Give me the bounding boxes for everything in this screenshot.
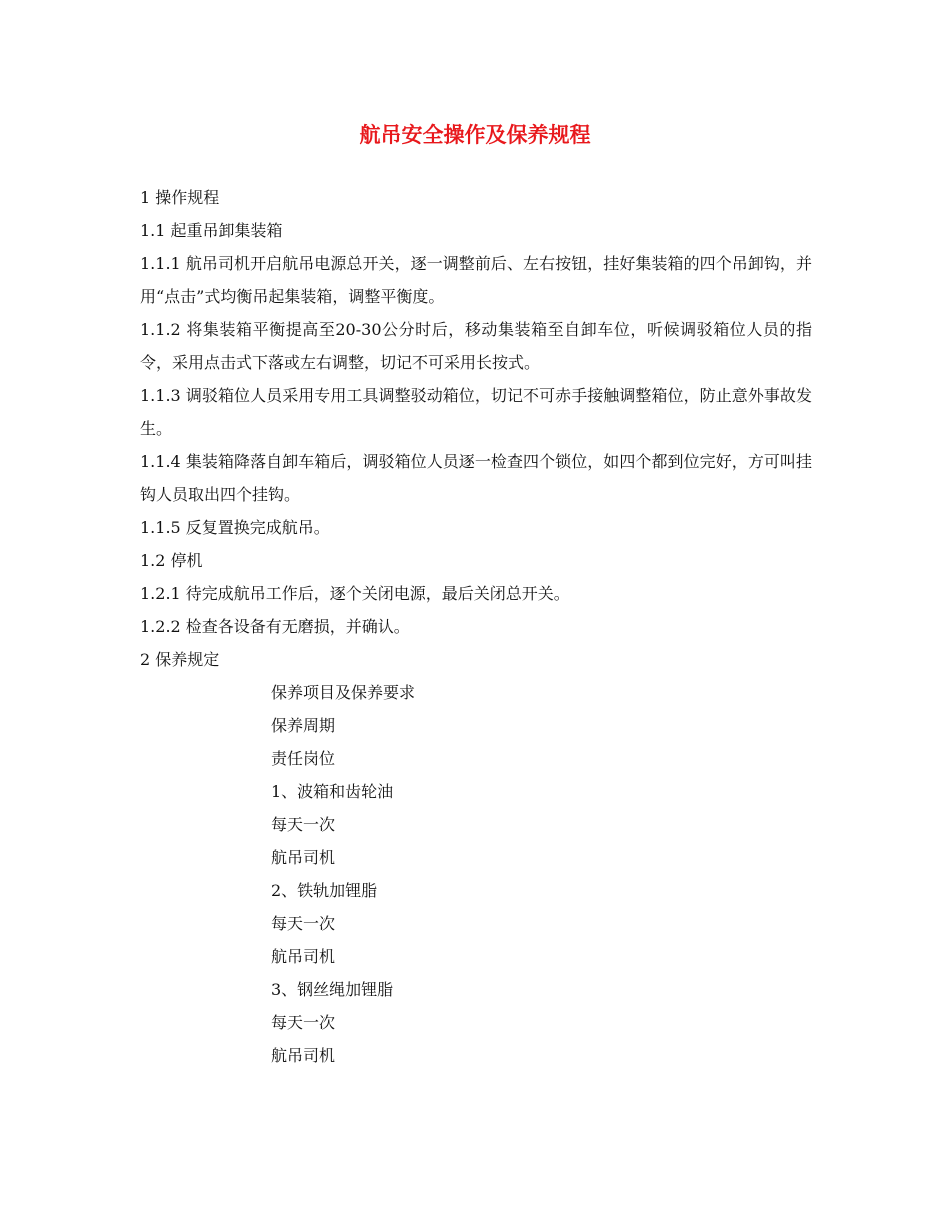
paragraph-1-1-2: 1.1.2 将集装箱平衡提高至20-30公分时后，移动集装箱至自卸车位，听候调驳箱位人员的指令，采用点击式下落或左右调整，切记不可采用长按式。 — [140, 320, 812, 372]
subsection-heading-1-2: 1.2 停机 — [140, 551, 203, 570]
subsection-heading-1-1: 1.1 起重吊卸集装箱 — [140, 221, 283, 240]
paragraph-1-1-1: 1.1.1 航吊司机开启航吊电源总开关，逐一调整前后、左右按钮，挂好集装箱的四个吊卸钩，并用“点击”式均衡吊起集装箱，调整平衡度。 — [140, 254, 812, 306]
table-cell-period: 每天一次 — [271, 815, 336, 834]
document-body — [140, 181, 812, 1072]
table-header-period: 保养周期 — [271, 716, 336, 735]
maintenance-table — [140, 676, 812, 1072]
page-title: 航吊安全操作及保养规程 — [359, 122, 591, 147]
table-cell-period: 每天一次 — [271, 914, 336, 933]
paragraph-1-1-3: 1.1.3 调驳箱位人员采用专用工具调整驳动箱位，切记不可赤手接触调整箱位，防止意外事故发生。 — [140, 386, 812, 438]
paragraph-1-2-2: 1.2.2 检查各设备有无磨损，并确认。 — [140, 617, 410, 636]
section-heading-2: 2 保养规定 — [140, 650, 220, 669]
table-cell-item: 2、铁轨加锂脂 — [271, 881, 378, 900]
table-cell-role: 航吊司机 — [271, 947, 336, 966]
paragraph-1-1-5: 1.1.5 反复置换完成航吊。 — [140, 518, 330, 537]
table-header-role: 责任岗位 — [271, 749, 336, 768]
table-header-item: 保养项目及保养要求 — [271, 683, 416, 702]
table-cell-period: 每天一次 — [271, 1013, 336, 1032]
table-cell-item: 3、钢丝绳加锂脂 — [271, 980, 394, 999]
table-cell-role: 航吊司机 — [271, 1046, 336, 1065]
table-cell-item: 1、波箱和齿轮油 — [271, 782, 394, 801]
table-cell-role: 航吊司机 — [271, 848, 336, 867]
section-heading-1: 1 操作规程 — [140, 188, 220, 207]
paragraph-1-2-1: 1.2.1 待完成航吊工作后，逐个关闭电源，最后关闭总开关。 — [140, 584, 570, 603]
paragraph-1-1-4: 1.1.4 集装箱降落自卸车箱后，调驳箱位人员逐一检查四个锁位，如四个都到位完好，方可叫挂钩人员取出四个挂钩。 — [140, 452, 812, 504]
